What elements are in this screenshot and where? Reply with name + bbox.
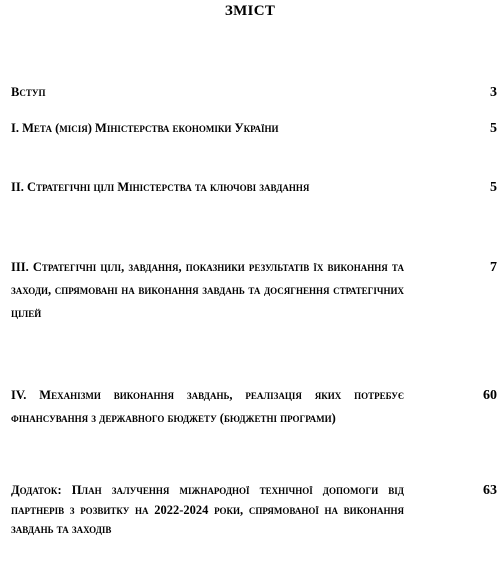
- toc-entry-goals-tasks-indicators: [11, 256, 497, 325]
- toc-entry-introduction: [11, 81, 497, 104]
- toc-entry-page-number: 5: [490, 180, 497, 195]
- toc-entry-text: I. Мета (місія) Міністерства економіки України: [11, 121, 279, 135]
- toc-entry-page-number: 63: [483, 483, 497, 498]
- toc-entry-text: II. Стратегічні цілі Міністерства та ключові завдання: [11, 180, 310, 194]
- toc-entry-page-number: 5: [490, 121, 497, 136]
- toc-entry-page-number: 3: [490, 85, 497, 100]
- toc-entry-text: III. Стратегічні цілі, завдання, показники результатів їх виконання та заходи, спрямовані на виконання завдань та досягнення стратегічних цілей: [11, 260, 404, 320]
- toc-entry-text: IV. Механізми виконання завдань, реалізація яких потребує фінансування з державного бюджету (бюджетні програми): [11, 388, 404, 425]
- toc-entry-text: Вступ: [11, 85, 46, 99]
- toc-entry-page-number: 60: [483, 388, 497, 403]
- toc-title: ЗМІСТ: [224, 3, 276, 19]
- toc-entry-strategic-goals: [11, 176, 497, 199]
- toc-entry-implementation-mechanisms: [11, 384, 497, 430]
- toc-entry-text: Додаток: План залучення міжнародної технічної допомоги від партнерів з розвитку на 2022-2024 роки, спрямованої на виконання завдань та заходів: [11, 483, 404, 536]
- toc-entry-mission: [11, 117, 497, 140]
- toc-entry-appendix: [11, 481, 497, 540]
- toc-entry-page-number: 7: [490, 260, 497, 275]
